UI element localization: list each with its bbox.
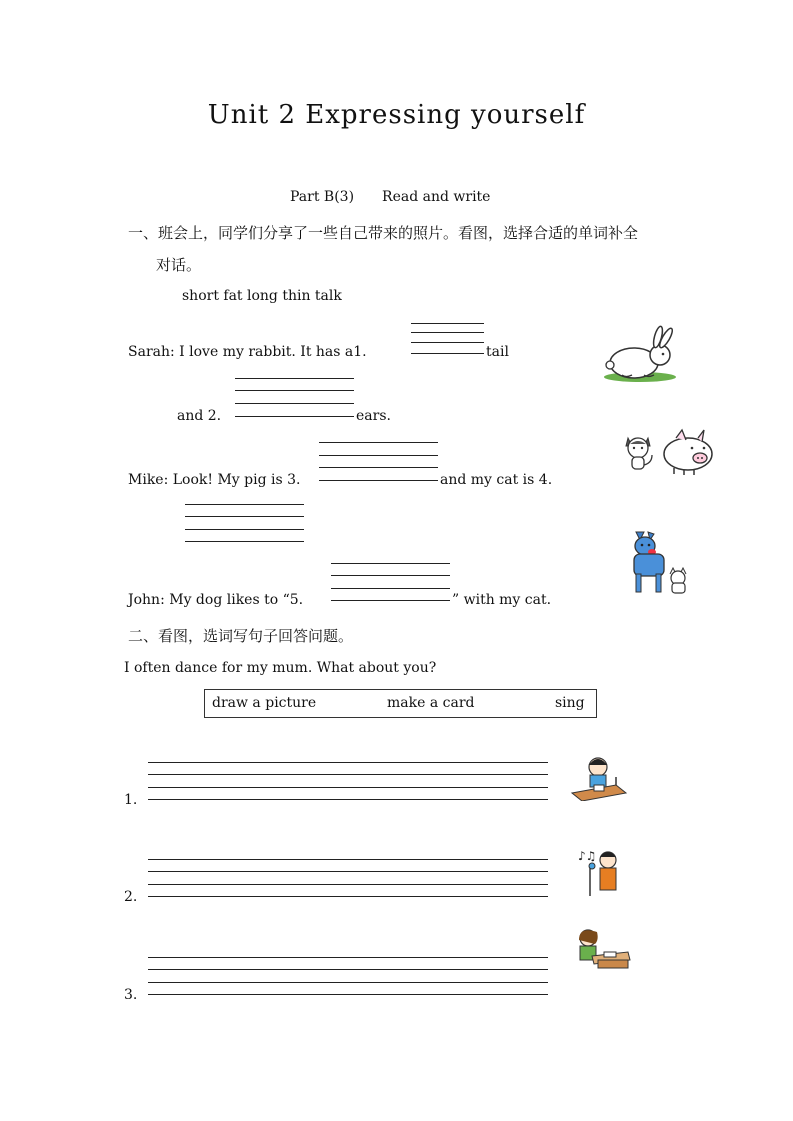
blank-1-line[interactable] <box>411 342 484 343</box>
subtitle <box>290 189 490 205</box>
blank-5-line[interactable] <box>331 563 450 564</box>
answer-3-line[interactable] <box>148 994 548 995</box>
blank-5-line[interactable] <box>331 588 450 589</box>
mike-line: Mike: Look! My pig is 3. <box>128 472 301 488</box>
answer-3-line[interactable] <box>148 969 548 970</box>
answer-2-line[interactable] <box>148 884 548 885</box>
cat-icon <box>622 432 656 474</box>
blank-3-line[interactable] <box>319 480 438 481</box>
blank-5-line[interactable] <box>331 575 450 576</box>
rabbit-icon <box>600 325 682 385</box>
blank-1-line[interactable] <box>411 332 484 333</box>
blank-4-line[interactable] <box>185 529 304 530</box>
subtitle-part: Part B(3) <box>290 189 355 205</box>
blank-1-line[interactable] <box>411 353 484 354</box>
q2-prompt: I often dance for my mum. What about you? <box>124 660 437 676</box>
page-title: Unit 2 Expressing yourself <box>207 100 586 130</box>
answer-1-line[interactable] <box>148 774 548 775</box>
boy-singing-icon <box>576 846 622 898</box>
answer-1-number: 1. <box>124 792 138 808</box>
blank-4-line[interactable] <box>185 516 304 517</box>
blank-2-line[interactable] <box>235 416 354 417</box>
sarah-line: Sarah: I love my rabbit. It has a1. <box>128 344 367 360</box>
q1-instruction-line1: 一、班会上，同学们分享了一些自己带来的照片。看图，选择合适的单词补全 <box>128 224 639 242</box>
blank-2-line[interactable] <box>235 403 354 404</box>
option-make-a-card: make a card <box>387 695 475 711</box>
option-sing: sing <box>555 695 585 711</box>
svg-text:♪♫: ♪♫ <box>578 849 597 863</box>
john-line: John: My dog likes to “5. <box>128 592 304 608</box>
answer-2-number: 2. <box>124 889 138 905</box>
option-draw-a-picture: draw a picture <box>212 695 317 711</box>
ears-word: ears. <box>356 408 391 424</box>
blank-5-line[interactable] <box>331 600 450 601</box>
pig-icon <box>658 428 720 476</box>
blank-4-line[interactable] <box>185 541 304 542</box>
blank-3-line[interactable] <box>319 467 438 468</box>
and-2: and 2. <box>177 408 222 424</box>
blank-2-line[interactable] <box>235 378 354 379</box>
blank-3-line[interactable] <box>319 442 438 443</box>
answer-1-line[interactable] <box>148 762 548 763</box>
boy-making-card-icon <box>568 755 630 801</box>
word-options-box <box>204 689 597 718</box>
answer-3-number: 3. <box>124 987 138 1003</box>
blank-3-line[interactable] <box>319 455 438 456</box>
subtitle-section: Read and write <box>382 189 491 205</box>
blank-2-line[interactable] <box>235 390 354 391</box>
answer-2-line[interactable] <box>148 871 548 872</box>
word-bank: short fat long thin talk <box>182 288 342 304</box>
john-end: ” with my cat. <box>452 592 552 608</box>
sarah-tail: tail <box>486 344 509 360</box>
blank-4-line[interactable] <box>185 504 304 505</box>
answer-2-line[interactable] <box>148 859 548 860</box>
answer-3-line[interactable] <box>148 982 548 983</box>
q2-instruction: 二、看图，选词写句子回答问题。 <box>128 627 354 645</box>
dog-icon <box>628 528 698 596</box>
girl-drawing-icon <box>568 926 634 974</box>
answer-1-line[interactable] <box>148 787 548 788</box>
blank-1-line[interactable] <box>411 323 484 324</box>
answer-1-line[interactable] <box>148 799 548 800</box>
mike-mid: and my cat is 4. <box>440 472 553 488</box>
answer-2-line[interactable] <box>148 896 548 897</box>
q1-instruction-line2: 对话。 <box>156 256 202 274</box>
answer-3-line[interactable] <box>148 957 548 958</box>
